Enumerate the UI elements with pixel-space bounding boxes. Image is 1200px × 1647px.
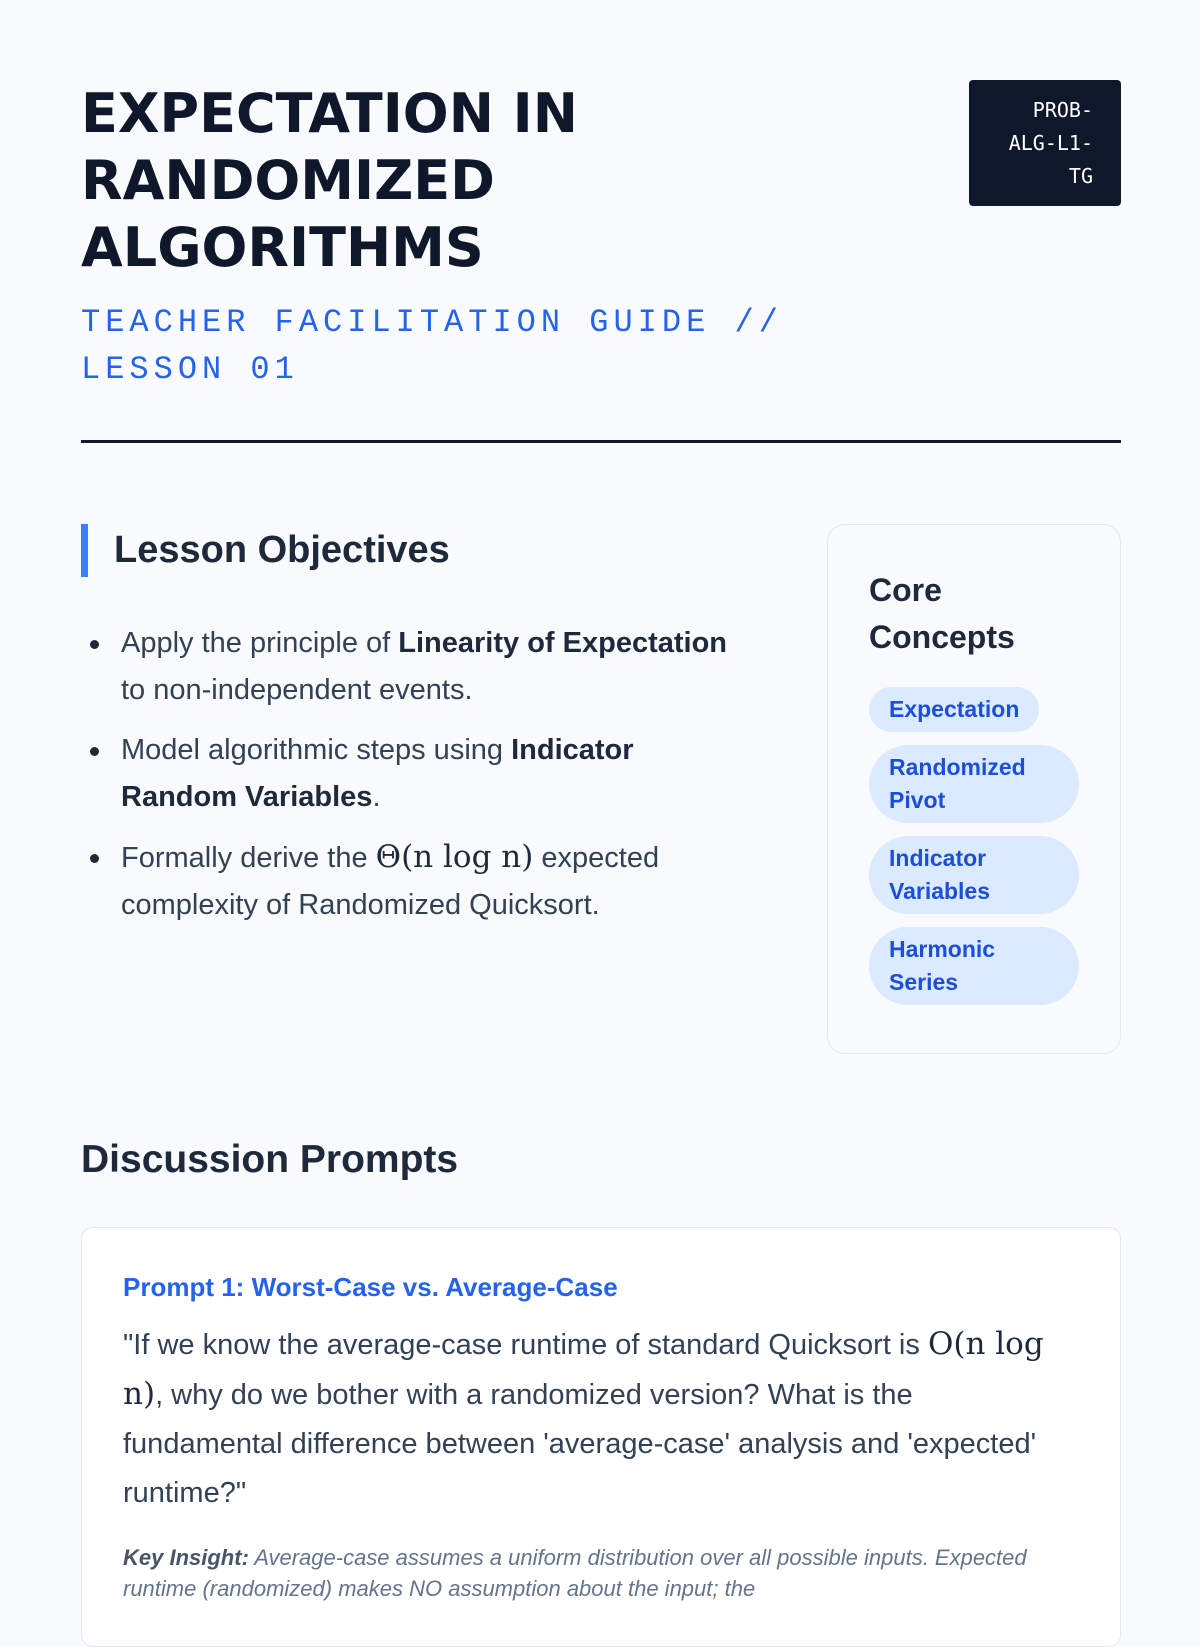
prompt-card <box>81 1227 1121 1647</box>
concept-tag: Expectation <box>869 687 1039 732</box>
objective-text: Formally derive the <box>121 842 376 874</box>
prompt-text-part: , why do we bother with a randomized version? What is the fundamental difference between 'average-case' analysis and 'expected' runtime?" <box>123 1379 1037 1509</box>
objective-item <box>82 620 742 714</box>
bullet-icon <box>90 747 99 756</box>
code-line: TG <box>1068 164 1093 188</box>
bullet-icon <box>90 854 99 863</box>
math-expression: Θ(n log n) <box>375 839 534 875</box>
objective-text: . <box>372 781 381 813</box>
objective-text: to non-independent events. <box>121 674 473 706</box>
key-insight-text: Average-case assumes a uniform distribution over all possible inputs. Expected runtime (randomized) makes NO assumption about the input; the <box>123 1545 1027 1601</box>
objective-keyterm: Indicator Random Variables <box>121 734 634 813</box>
objectives-heading: Lesson Objectives <box>81 524 450 577</box>
code-line: ALG-L1- <box>1008 131 1093 155</box>
code-line: PROB- <box>1032 98 1093 122</box>
core-concepts-card <box>827 524 1121 1054</box>
objective-text: expected complexity of Randomized Quicksort. <box>121 842 660 921</box>
prompt-label: Prompt 1: Worst-Case vs. Average-Case <box>123 1272 618 1302</box>
objective-item <box>82 727 742 821</box>
page-title: EXPECTATION IN RANDOMIZED ALGORITHMS <box>81 82 578 279</box>
objective-item <box>82 834 742 929</box>
bullet-icon <box>90 640 99 649</box>
key-insight-label: Key Insight: <box>123 1545 249 1570</box>
page-header <box>81 80 1121 393</box>
prompt-text <box>123 1320 1080 1518</box>
math-expression: O(n log n) <box>123 1326 1044 1412</box>
concept-tag: Harmonic Series <box>869 927 1079 1005</box>
objective-keyterm: Linearity of Expectation <box>398 627 728 659</box>
key-insight <box>123 1542 1080 1604</box>
page-subtitle: TEACHER FACILITATION GUIDE // LESSON 01 <box>81 304 783 388</box>
discussion-heading: Discussion Prompts <box>81 1138 459 1181</box>
concept-tag: Randomized Pivot <box>869 745 1079 823</box>
concept-tag: Indicator Variables <box>869 836 1079 914</box>
objectives-list <box>82 620 742 942</box>
core-concepts-title: Core Concepts <box>869 572 1015 655</box>
objective-text: Model algorithmic steps using <box>121 734 512 766</box>
document-code-badge <box>969 80 1121 206</box>
header-divider <box>81 440 1121 443</box>
prompt-text-part: "If we know the average-case runtime of standard Quicksort is <box>123 1329 928 1361</box>
objective-text: Apply the principle of <box>121 627 399 659</box>
